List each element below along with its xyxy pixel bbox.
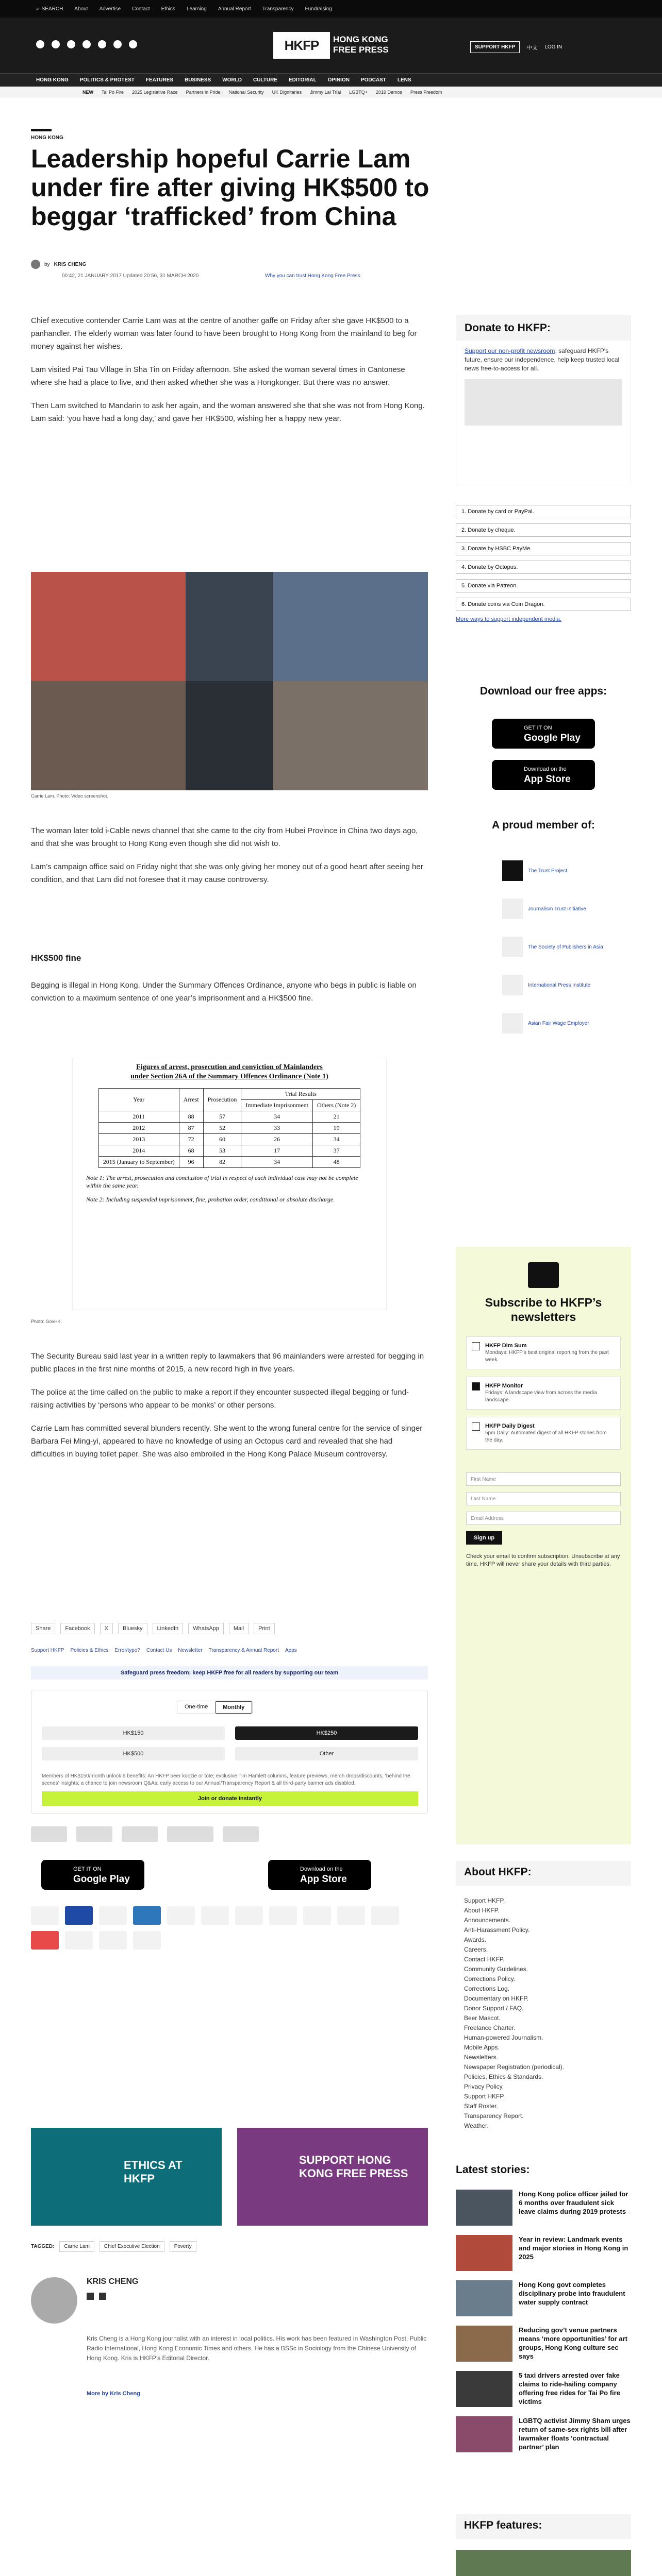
author-more-link[interactable]: More by Kris Cheng <box>87 2391 140 2397</box>
safeguard-banner[interactable]: Safeguard press freedom; keep HKFP free for all readers by supporting our team <box>31 1666 428 1680</box>
about-item[interactable]: Support HKFP. <box>464 1897 505 1904</box>
app-store-label: App Store <box>300 1874 347 1885</box>
newsletter-title: Subscribe to HKFP’s newsletters <box>485 1296 602 1324</box>
gov-table-image <box>72 1058 387 1310</box>
email-field[interactable]: Email Address <box>466 1512 621 1525</box>
visa-icon <box>99 1906 127 1925</box>
table-subtitle: under Section 26A of the Summary Offences Ordinance (Note 1) <box>130 1073 328 1080</box>
table-row: 2012 87 52 33 19 <box>98 1123 360 1134</box>
member-title: A proud member of: <box>492 819 595 831</box>
tags <box>31 2241 196 2252</box>
member-item[interactable]: The Trust Project <box>502 855 631 886</box>
amount-option[interactable]: HK$500 <box>42 1747 225 1760</box>
link-support[interactable]: Support HKFP <box>31 1648 64 1653</box>
paragraph: The police at the time called on the public to make a report if they encounter suspected illegal begging or fund-raising activities by ‘persons who appear to be monks’ or other persons. <box>31 1388 409 1410</box>
about-item[interactable]: Donor Support / FAQ. <box>464 2005 524 2012</box>
jti-icon <box>502 899 523 919</box>
topbar-transparency[interactable]: Transparency <box>262 6 294 12</box>
features-title: HKFP features: <box>464 2519 542 2531</box>
member-item[interactable]: Asian Fair Wage Employer <box>502 1008 631 1039</box>
table-note: Note 2: Including suspended imprisonment, fine, probation order, conditional or absolute discharge. <box>86 1196 335 1203</box>
signup-button[interactable]: Sign up <box>466 1531 502 1545</box>
discover-icon <box>235 1906 263 1925</box>
article-body-top <box>31 314 428 435</box>
tag-item[interactable]: Carrie Lam <box>59 2241 94 2252</box>
tags-label: TAGGED: <box>31 2244 55 2249</box>
sidebar-app-store[interactable] <box>492 760 595 790</box>
top-bar <box>0 0 662 18</box>
trending-item[interactable]: Partners in Pride <box>186 90 221 95</box>
link-error[interactable]: Error/typo? <box>114 1648 140 1653</box>
category-rule <box>31 129 52 131</box>
newsletter-checkbox-checked[interactable] <box>472 1382 480 1391</box>
story-thumb <box>456 2416 512 2452</box>
donate-option[interactable]: 4. Donate by Octopus. <box>456 561 631 574</box>
google-play-label: Google Play <box>524 733 581 743</box>
apps-title: Download our free apps: <box>479 685 607 697</box>
story-thumb <box>456 2235 512 2271</box>
topbar-annual-report[interactable]: Annual Report <box>218 6 251 12</box>
donate-options <box>456 505 631 622</box>
newsletter-checkbox[interactable] <box>472 1422 480 1431</box>
story-item[interactable]: Hong Kong police officer jailed for 6 months over fraudulent sick leave claims during 2019 protests <box>456 2190 631 2226</box>
site-logo[interactable]: HKFP <box>273 32 330 59</box>
ethics-banner[interactable] <box>31 2128 222 2226</box>
author-social <box>87 2293 106 2300</box>
donation-benefits: Members of HK$150/month unlock 6 benefits: An HKFP beer koozie or tote; exclusive Tim Hamlett columns, feature previews, merch drops/discounts, ‘behind the scenes’ insights; a chance to join newsroom Q&As; early access to our Annual/Transparency Report & all third-party banner ads disabled. <box>42 1773 410 1786</box>
octopus-icon <box>303 1906 331 1925</box>
google-play-small: GET IT ON <box>73 1866 102 1872</box>
paragraph: Carrie Lam has committed several blunders recently. She went to the wrong funeral centre for the service of singer Barbara Fei Ming-yi, appeared to have no knowledge of using an Octopus card and revealed that she had difficulties in buying toilet paper. She was also embroiled in the Hong Kong Palace Museum controversy. <box>31 1424 423 1459</box>
donate-text <box>456 341 631 373</box>
about-item[interactable]: Freelance Charter. <box>464 2024 516 2031</box>
donate-sidebar <box>456 315 631 485</box>
newsletter-note: Check your email to confirm subscription. Unsubscribe at any time. HKFP will never share your details with third parties. <box>466 1553 620 1567</box>
trending-item[interactable]: Jimmy Lai Trial <box>310 90 341 95</box>
photo-panel <box>31 681 186 790</box>
about-title: About HKFP: <box>464 1866 532 1878</box>
trust-project-logo[interactable] <box>31 1826 67 1842</box>
table-title: Figures of arrest, prosecution and conviction of Mainlanders <box>136 1063 323 1071</box>
story-item[interactable]: Year in review: Landmark events and major stories in Hong Kong in 2025 <box>456 2235 631 2271</box>
search-icon: ⌕ <box>36 6 39 12</box>
article-category[interactable]: HONG KONG <box>31 135 63 141</box>
share-label: Share <box>31 1623 55 1634</box>
header-actions <box>470 41 562 53</box>
support-button[interactable]: SUPPORT HKFP <box>470 41 520 53</box>
diners-icon <box>201 1906 229 1925</box>
story-thumb <box>456 2280 512 2316</box>
about-item[interactable]: Corrections Policy. <box>464 1975 516 1982</box>
about-item[interactable]: About HKFP. <box>464 1907 500 1914</box>
trending-item[interactable]: 2025 Legislative Race <box>132 90 178 95</box>
author-bio: Kris Cheng is a Hong Kong journalist with an interest in local politics. His work has been featured in Washington Post, Public Radio International, Hong Kong Economic Times and others. He has a BSSc in Sociology from the Chinese University of Hong Kong. Kris is HKFP’s Editorial Director. <box>87 2335 427 2362</box>
table-row: 2013 72 60 26 34 <box>98 1134 360 1145</box>
trending-item[interactable]: 2019 Demos <box>375 90 402 95</box>
topbar-about[interactable]: About <box>74 6 88 12</box>
latest-list <box>456 2190 631 2462</box>
instagram-icon[interactable] <box>67 40 75 48</box>
trending-item[interactable]: Press Freedom <box>410 90 442 95</box>
tag-item[interactable]: Poverty <box>170 2241 196 2252</box>
nav-item-podcast[interactable]: PODCAST <box>360 77 386 83</box>
ipi-icon <box>502 975 523 995</box>
tab-one-time[interactable]: One-time <box>185 1704 208 1710</box>
trending-item[interactable]: UK Dignitaries <box>272 90 302 95</box>
sopa-icon <box>502 937 523 957</box>
main-nav <box>0 73 662 87</box>
donate-button[interactable]: Join or donate instantly <box>42 1791 418 1806</box>
donate-qr-image <box>465 379 622 426</box>
member-item[interactable]: International Press Institute <box>502 970 631 1001</box>
frequency-tabs <box>177 1701 253 1714</box>
table-row: 2011 88 57 34 21 <box>98 1111 360 1123</box>
ipi-logo[interactable] <box>167 1826 213 1842</box>
photo-credit: Photo: GovHK. <box>31 1319 62 1324</box>
about-item[interactable]: Policies, Ethics & Standards. <box>464 2073 543 2080</box>
link-policies[interactable]: Policies & Ethics <box>70 1648 109 1653</box>
table-header: Arrest <box>179 1089 203 1111</box>
amex-icon <box>133 1906 161 1925</box>
donate-option[interactable]: 2. Donate by cheque. <box>456 523 631 537</box>
paragraph: Then Lam switched to Mandarin to ask her again, and the woman answered she that she was not from Hong Kong. Lam said: ‘you have had a long day,’ and gave her HK$500, wishing her a happy new year. <box>31 401 425 423</box>
nav-item-politics[interactable]: POLITICS & PROTEST <box>79 77 135 83</box>
share-linkedin[interactable]: LinkedIn <box>153 1623 184 1634</box>
member-logos-row <box>31 1826 259 1842</box>
byline <box>31 260 86 269</box>
youtube-icon[interactable] <box>82 40 91 48</box>
about-item[interactable]: Newspaper Registration (periodical). <box>464 2063 565 2071</box>
link-apps[interactable]: Apps <box>285 1648 297 1653</box>
nav-item-business[interactable]: BUSINESS <box>185 77 211 83</box>
newsletter-box <box>456 1247 631 1844</box>
paragraph: Chief executive contender Carrie Lam was at the centre of another gaffe on Friday after she gave HK$500 to a panhandler. The elderly woman was later found to have been brought to Hong Kong from the mainland to beg for money against her wishes. <box>31 316 417 351</box>
feature-image <box>456 2550 631 2576</box>
jti-logo[interactable] <box>76 1826 112 1842</box>
donate-option[interactable]: 6. Donate coins via Coin Dragon. <box>456 598 631 611</box>
topbar-advertise[interactable]: Advertise <box>99 6 121 12</box>
about-item[interactable]: Announcements. <box>464 1917 511 1924</box>
author-link[interactable]: KRIS CHENG <box>54 261 87 267</box>
paragraph: The Security Bureau said last year in a written reply to lawmakers that 96 mainlanders were arrested for begging in public places in the first nine months of 2015, a new record high in five years. <box>31 1352 424 1374</box>
share-print[interactable]: Print <box>254 1623 275 1634</box>
x-icon[interactable] <box>87 2293 94 2300</box>
threads-icon[interactable] <box>113 40 122 48</box>
feature-item[interactable] <box>456 2550 631 2576</box>
about-item[interactable]: Privacy Policy. <box>464 2083 504 2090</box>
footer-links <box>31 1648 297 1653</box>
fair-wage-icon <box>502 1013 523 1033</box>
google-play-label: Google Play <box>73 1874 130 1885</box>
member-list <box>456 855 631 1046</box>
donate-link[interactable]: Support our non-profit newsroom <box>465 347 555 354</box>
nav-item-editorial[interactable]: EDITORIAL <box>289 77 317 83</box>
article-body-bottom <box>31 1350 428 1471</box>
tag-item[interactable]: Chief Executive Election <box>100 2241 164 2252</box>
site-header <box>0 18 662 73</box>
article-body-mid <box>31 824 428 896</box>
share-bar <box>31 1623 275 1634</box>
donate-option[interactable]: 1. Donate by card or PayPal. <box>456 505 631 518</box>
member-item[interactable]: Journalism Trust Initiative <box>502 893 631 924</box>
about-item[interactable]: Careers. <box>464 1946 488 1953</box>
language-link[interactable]: 中文 <box>527 45 538 51</box>
story-item[interactable]: LGBTQ activist Jimmy Sham urges return of same-sex rights bill after lawmaker floats ‘contractual partner’ plan <box>456 2416 631 2452</box>
sopa-logo[interactable] <box>122 1826 158 1842</box>
table-row: 2015 (January to September) 96 82 34 48 <box>98 1157 360 1168</box>
share-facebook[interactable]: Facebook <box>60 1623 94 1634</box>
google-play-button[interactable] <box>41 1860 144 1890</box>
section-heading: HK$500 fine <box>31 953 81 963</box>
story-thumb <box>456 2371 512 2407</box>
trust-project-icon <box>502 860 523 881</box>
table-row: 2014 68 53 17 37 <box>98 1145 360 1157</box>
link-transparency[interactable]: Transparency & Annual Report <box>208 1648 279 1653</box>
story-item[interactable]: Hong Kong govt completes disciplinary probe into fraudulent water supply contract <box>456 2280 631 2316</box>
story-thumb <box>456 2190 512 2226</box>
story-item[interactable]: 5 taxi drivers arrested over fake claims to ride-hailing company offering free rides for Tai Po fire victims <box>456 2371 631 2407</box>
donate-option[interactable]: 5. Donate via Patreon. <box>456 579 631 592</box>
photo-panel <box>186 681 273 790</box>
link-contact[interactable]: Contact Us <box>146 1648 172 1653</box>
table-header: Prosecution <box>203 1089 241 1111</box>
alipay-icon <box>65 1931 93 1950</box>
trending-item[interactable]: National Security <box>228 90 264 95</box>
trending-bar <box>0 87 662 98</box>
amount-option-selected[interactable]: HK$250 <box>235 1726 418 1740</box>
about-item[interactable]: Beer Mascot. <box>464 2014 501 2022</box>
google-play-small: GET IT ON <box>524 725 552 731</box>
photo-panel <box>273 572 428 681</box>
about-item[interactable]: Contact HKFP. <box>464 1956 505 1963</box>
arrest-table <box>98 1088 361 1168</box>
newsletter-option[interactable]: HKFP Monitor Fridays: A landscape view from across the media landscape. <box>466 1377 621 1410</box>
member-item[interactable]: The Society of Publishers in Asia <box>502 931 631 962</box>
article-photo <box>31 572 428 790</box>
tab-monthly[interactable]: Monthly <box>215 1701 252 1714</box>
mastercard-icon <box>31 1906 59 1925</box>
share-x[interactable]: X <box>100 1623 113 1634</box>
nav-item-culture[interactable]: CULTURE <box>253 77 277 83</box>
trending-item[interactable]: Tai Po Fire <box>102 90 124 95</box>
article-dates: 00:42, 21 JANUARY 2017 Updated 20:56, 31 MARCH 2020 <box>62 273 199 279</box>
facebook-icon[interactable] <box>36 40 44 48</box>
about-list <box>456 1896 631 2131</box>
table-note: Note 1: The arrest, prosecution and conclusion of trial in respect of each individual case may not be complete within the same year. <box>86 1174 358 1189</box>
author-name[interactable]: KRIS CHENG <box>87 2277 139 2286</box>
about-header <box>456 1861 631 1886</box>
table-header: Immediate Imprisonment <box>241 1100 313 1111</box>
first-name-field[interactable]: First Name <box>466 1472 621 1486</box>
about-item[interactable]: Awards. <box>464 1936 487 1943</box>
about-item[interactable]: Anti-Harassment Policy. <box>464 1926 530 1934</box>
nav-item-features[interactable]: FEATURES <box>145 77 174 83</box>
table-header: Others (Note 2) <box>312 1100 360 1111</box>
avatar <box>31 260 40 269</box>
trending-item[interactable]: LGBTQ+ <box>349 90 368 95</box>
photo-panel <box>273 681 428 790</box>
byline-prefix: by <box>44 261 50 267</box>
photo-caption: Carrie Lam. Photo: Video screenshot. <box>31 793 108 799</box>
jcb-icon <box>167 1906 195 1925</box>
app-store-label: App Store <box>524 774 571 785</box>
share-mail[interactable]: Mail <box>229 1623 249 1634</box>
about-item[interactable]: Documentary on HKFP. <box>464 1995 529 2002</box>
topbar-fundraising[interactable]: Fundraising <box>305 6 332 12</box>
about-item[interactable]: Weather. <box>464 2122 489 2129</box>
latest-title: Latest stories: <box>456 2164 530 2176</box>
about-item[interactable]: Newsletters. <box>464 2054 499 2061</box>
ethics-banner-text: ETHICS AT HKFP <box>124 2159 183 2185</box>
payment-logos <box>31 1906 428 1950</box>
about-item[interactable]: Transparency Report. <box>464 2112 524 2120</box>
photo-panel <box>186 572 273 681</box>
login-link[interactable]: LOG IN <box>544 44 562 50</box>
share-bluesky[interactable]: Bluesky <box>118 1623 147 1634</box>
amount-option[interactable]: HK$150 <box>42 1726 225 1740</box>
table-header: Year <box>98 1089 179 1111</box>
photo-panel <box>31 572 186 681</box>
payme-icon <box>31 1931 59 1950</box>
article-body-fine <box>31 979 428 1015</box>
paragraph: Lam visited Pai Tau Village in Sha Tin on Friday afternoon. She asked the woman several times in Cantonese where she had a place to live, and then asked whether she was a Hongkonger. But there was no answer. <box>31 365 405 387</box>
support-banner[interactable] <box>237 2128 428 2226</box>
donate-description: ; safeguard HKFP's future, ensure our independence, help keep trusted local news free-to-access for all. <box>465 347 620 372</box>
amount-option[interactable]: Other <box>235 1747 418 1760</box>
fair-wage-logo[interactable] <box>223 1826 259 1842</box>
paragraph: Begging is illegal in Hong Kong. Under the Summary Offences Ordinance, anyone who begs in public is liable on conviction to a maximum sentence of one year’s imprisonment and a HK$500 fine. <box>31 981 417 1003</box>
linkedin-icon[interactable] <box>98 40 106 48</box>
x-icon[interactable] <box>52 40 60 48</box>
app-store-small: Download on the <box>300 1866 343 1872</box>
donate-title: Donate to HKFP: <box>456 316 631 341</box>
nav-item-hong-kong[interactable]: HONG KONG <box>36 77 69 83</box>
newsletter-option[interactable]: HKFP Dim Sum Mondays: HKFP's best original reporting from the past week. <box>466 1336 621 1369</box>
sidebar-google-play[interactable] <box>492 719 595 749</box>
donation-widget <box>31 1690 428 1814</box>
paragraph: The woman later told i-Cable news channel that she came to the city from Hubei Province in China two days ago, and that she was brought to Hong Kong even though she did not wish to. <box>31 826 418 848</box>
story-item[interactable]: Reducing gov’t venue partners means ‘more opportunities’ for art groups, Hong Kong culture sec says <box>456 2326 631 2362</box>
unionpay-icon <box>65 1906 93 1925</box>
trust-link[interactable]: Why you can trust Hong Kong Free Press <box>265 273 360 279</box>
newsletter-option[interactable]: HKFP Daily Digest 5pm Daily: Automated digest of all HKFP stories from the day. <box>466 1417 621 1450</box>
topbar-learning[interactable]: Learning <box>186 6 207 12</box>
about-item[interactable]: Support HKFP. <box>464 2093 505 2100</box>
more-ways-link[interactable]: More ways to support independent media. <box>456 616 561 622</box>
topbar-ethics[interactable]: Ethics <box>161 6 175 12</box>
trending-label: NEW <box>82 90 93 95</box>
page-title: Leadership hopeful Carrie Lam under fire after giving HK$500 to beggar ‘trafficked’ from China <box>31 144 429 231</box>
share-whatsapp[interactable]: WhatsApp <box>188 1623 224 1634</box>
gpay-icon <box>99 1931 127 1950</box>
topbar-search[interactable]: ⌕ SEARCH <box>36 6 63 12</box>
nav-item-opinion[interactable]: OPINION <box>327 77 350 83</box>
newsletter-checkbox[interactable] <box>472 1342 480 1350</box>
paypal-icon <box>371 1906 399 1925</box>
telegram-icon[interactable] <box>129 40 137 48</box>
table-header: Trial Results <box>241 1089 360 1100</box>
about-item[interactable]: Community Guidelines. <box>464 1965 528 1973</box>
mail-icon <box>528 1262 559 1288</box>
patreon-icon <box>337 1906 365 1925</box>
about-item[interactable]: Staff Roster. <box>464 2103 498 2110</box>
social-links <box>36 40 137 48</box>
applepay-icon <box>133 1931 161 1950</box>
nav-item-world[interactable]: WORLD <box>222 77 242 83</box>
story-thumb <box>456 2326 512 2362</box>
mail-icon[interactable] <box>99 2293 106 2300</box>
about-item[interactable]: Human-powered Journalism. <box>464 2034 543 2041</box>
support-banner-text: SUPPORT HONG KONG FREE PRESS <box>299 2154 408 2180</box>
site-brand[interactable]: HONG KONG FREE PRESS <box>333 35 389 55</box>
donate-option[interactable]: 3. Donate by HSBC PayMe. <box>456 542 631 555</box>
nav-item-lens[interactable]: LENS <box>397 77 411 83</box>
features-header <box>456 2514 631 2539</box>
about-item[interactable]: Corrections Log. <box>464 1985 510 1992</box>
about-item[interactable]: Mobile Apps. <box>464 2044 500 2051</box>
author-avatar[interactable] <box>31 2277 77 2324</box>
app-store-small: Download on the <box>524 766 567 772</box>
paragraph: Lam’s campaign office said on Friday night that she was only giving her money out of a good heart after seeing her condition, and that Lam did not foresee that it may cause controversy. <box>31 862 423 884</box>
last-name-field[interactable]: Last Name <box>466 1492 621 1505</box>
topbar-contact[interactable]: Contact <box>132 6 150 12</box>
link-newsletter[interactable]: Newsletter <box>178 1648 203 1653</box>
wechat-icon <box>269 1906 297 1925</box>
app-store-button[interactable] <box>268 1860 371 1890</box>
